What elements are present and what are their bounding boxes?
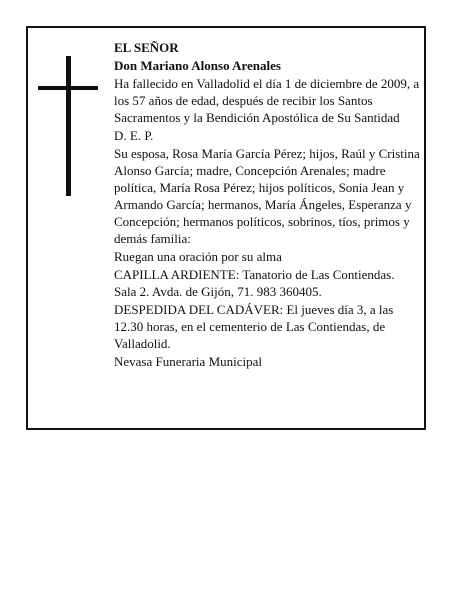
cross-vertical-bar [66, 56, 71, 196]
cross-horizontal-bar [38, 86, 98, 90]
farewell-info: DESPEDIDA DEL CADÁVER: El jueves día 3, a las 12.30 horas, en el cementerio de Las Contiendas, de Valladolid. [114, 302, 394, 351]
obituary-text [114, 39, 420, 371]
chapel-info: CAPILLA ARDIENTE: Tanatorio de Las Contiendas. Sala 2. Avda. de Gijón, 71. 983 360405. [114, 267, 395, 299]
notice-heading: EL SEÑOR [114, 40, 179, 55]
funeral-home: Nevasa Funeraria Municipal [114, 354, 263, 369]
deceased-name: Don Mariano Alonso Arenales [114, 58, 281, 73]
family-members: Su esposa, Rosa María García Pérez; hijos, Raúl y Cristina Alonso García; madre, Concepción Arenales; madre política, María Rosa Pérez; hijos políticos, Sonia Jean y Armando García; hermanos, María Ángeles, Esperanza y Concepción; hermanos políticos, sobrinos, tíos, primos y demás familia: [114, 146, 420, 246]
dep-line: D. E. P. [114, 128, 154, 143]
prayer-request: Ruegan una oración por su alma [114, 249, 282, 264]
death-announcement: Ha fallecido en Valladolid el día 1 de diciembre de 2009, a los 57 años de edad, después de recibir los Santos Sacramentos y la Bendición Apostólica de Su Santidad [114, 76, 420, 125]
